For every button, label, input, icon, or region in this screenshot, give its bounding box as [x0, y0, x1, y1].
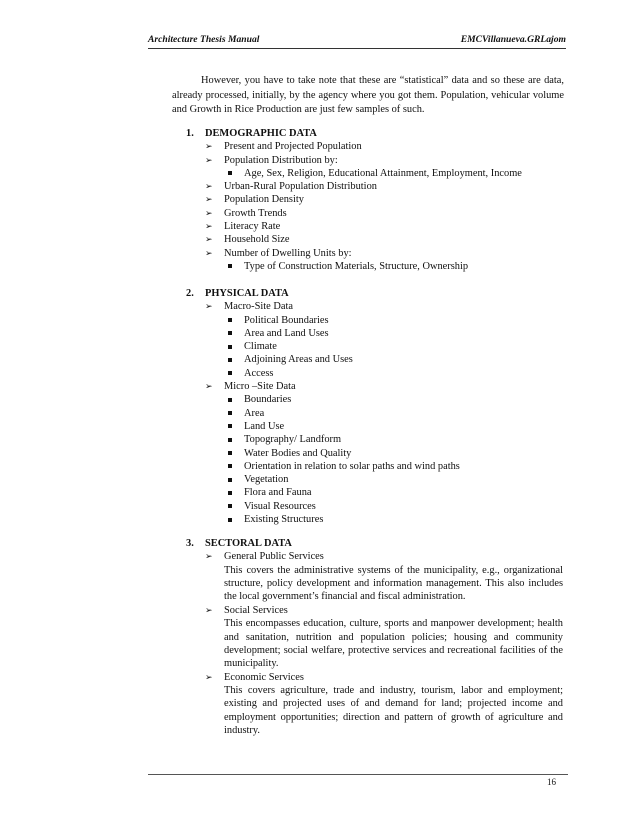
- sub-list-item: Area: [186, 407, 566, 420]
- list-item: ➢ Literacy Rate: [205, 221, 281, 233]
- page-number: 16: [547, 777, 556, 787]
- list-item: ➢ Micro –Site Data: [205, 381, 296, 393]
- section-sectoral-data: [186, 537, 566, 738]
- arrow-bullet-icon: ➢: [205, 381, 213, 392]
- square-bullet-icon: [228, 318, 232, 322]
- sub-list-item: Age, Sex, Religion, Educational Attainment, Employment, Income: [186, 167, 566, 180]
- sub-list-item: Topography/ Landform: [186, 433, 566, 446]
- square-bullet-icon: [228, 371, 232, 375]
- arrow-bullet-icon: ➢: [205, 301, 213, 312]
- arrow-bullet-icon: ➢: [205, 207, 213, 218]
- arrow-bullet-icon: ➢: [205, 154, 213, 165]
- arrow-bullet-icon: ➢: [205, 141, 213, 152]
- square-bullet-icon: [228, 171, 232, 175]
- square-bullet-icon: [228, 331, 232, 335]
- sub-list-item: Orientation in relation to solar paths and wind paths: [186, 460, 566, 473]
- section-number: 1.: [186, 128, 194, 139]
- section-number: 3.: [186, 538, 194, 549]
- sub-list-item: Visual Resources: [186, 500, 566, 513]
- list-item: ➢ Population Density: [205, 194, 304, 206]
- square-bullet-icon: [228, 438, 232, 442]
- arrow-bullet-icon: ➢: [205, 551, 213, 562]
- square-bullet-icon: [228, 398, 232, 402]
- section-heading: DEMOGRAPHIC DATA: [205, 128, 317, 139]
- square-bullet-icon: [228, 478, 232, 482]
- list-item: ➢ Economic Services: [205, 671, 304, 683]
- arrow-bullet-icon: ➢: [205, 671, 213, 682]
- arrow-bullet-icon: ➢: [205, 604, 213, 615]
- header-author: EMCVillanueva.GRLajom: [460, 34, 566, 45]
- footer-divider: [148, 774, 568, 775]
- square-bullet-icon: [228, 424, 232, 428]
- item-description: This covers the administrative systems of the municipality, e.g., organizational structure, policy development and information management. This also includes the local government’s financial and fiscal administration.: [224, 564, 563, 603]
- sub-list-item: Type of Construction Materials, Structure, Ownership: [186, 260, 566, 273]
- sub-list-item: Existing Structures: [186, 513, 566, 526]
- section-heading: PHYSICAL DATA: [205, 288, 289, 299]
- sub-list-item: Water Bodies and Quality: [186, 447, 566, 460]
- section-title: [186, 287, 566, 300]
- sub-list-item: Political Boundaries: [186, 314, 566, 327]
- arrow-bullet-icon: ➢: [205, 221, 213, 232]
- item-description: This encompasses education, culture, sports and manpower development; health and sanitation, nutrition and population policies; housing and community development; social welfare, protective services and recreational facilities of the municipality.: [224, 618, 563, 670]
- list-item: ➢ Household Size: [205, 234, 290, 246]
- list-item: ➢ Number of Dwelling Units by:: [205, 247, 352, 259]
- arrow-bullet-icon: ➢: [205, 247, 213, 258]
- list-item: ➢ Urban-Rural Population Distribution: [205, 181, 377, 193]
- sub-list-item: Access: [186, 367, 566, 380]
- list-item: ➢ Social Services: [205, 604, 288, 616]
- list-item: ➢ Macro-Site Data: [205, 301, 293, 313]
- square-bullet-icon: [228, 518, 232, 522]
- sub-list-item: Climate: [186, 340, 566, 353]
- section-number: 2.: [186, 288, 194, 299]
- square-bullet-icon: [228, 451, 232, 455]
- arrow-bullet-icon: ➢: [205, 181, 213, 192]
- item-description: This covers agriculture, trade and industry, tourism, labor and employment; existing and projected uses of and demand for land; projected income and employment opportunities; direction and pattern of growth of agriculture and industry.: [224, 685, 563, 737]
- header-title: Architecture Thesis Manual: [148, 34, 260, 45]
- sub-list-item: Flora and Fauna: [186, 486, 566, 499]
- arrow-bullet-icon: ➢: [205, 234, 213, 245]
- square-bullet-icon: [228, 358, 232, 362]
- section-demographic-data: [186, 127, 566, 273]
- section-physical-data: [186, 287, 566, 526]
- square-bullet-icon: [228, 464, 232, 468]
- sub-list-item: Vegetation: [186, 473, 566, 486]
- list-item: ➢ Population Distribution by:: [205, 154, 338, 166]
- page-header: [148, 34, 566, 49]
- section-title: [186, 537, 566, 550]
- section-heading: SECTORAL DATA: [205, 538, 292, 549]
- square-bullet-icon: [228, 345, 232, 349]
- sub-list-item: Land Use: [186, 420, 566, 433]
- sub-list-item: Area and Land Uses: [186, 327, 566, 340]
- square-bullet-icon: [228, 504, 232, 508]
- square-bullet-icon: [228, 264, 232, 268]
- list-item: ➢ Present and Projected Population: [205, 141, 362, 153]
- square-bullet-icon: [228, 411, 232, 415]
- list-item: ➢ Growth Trends: [205, 207, 287, 219]
- square-bullet-icon: [228, 491, 232, 495]
- intro-paragraph: However, you have to take note that these are “statistical” data and so these are data, already processed, initially, by the agency where you got them. Population, vehicular volume and Growth in Rice Production are just few samples of such.: [172, 75, 564, 115]
- section-title: [186, 127, 566, 140]
- list-item: ➢ General Public Services: [205, 551, 324, 563]
- sub-list-item: Adjoining Areas and Uses: [186, 353, 566, 366]
- arrow-bullet-icon: ➢: [205, 194, 213, 205]
- sub-list-item: Boundaries: [186, 393, 566, 406]
